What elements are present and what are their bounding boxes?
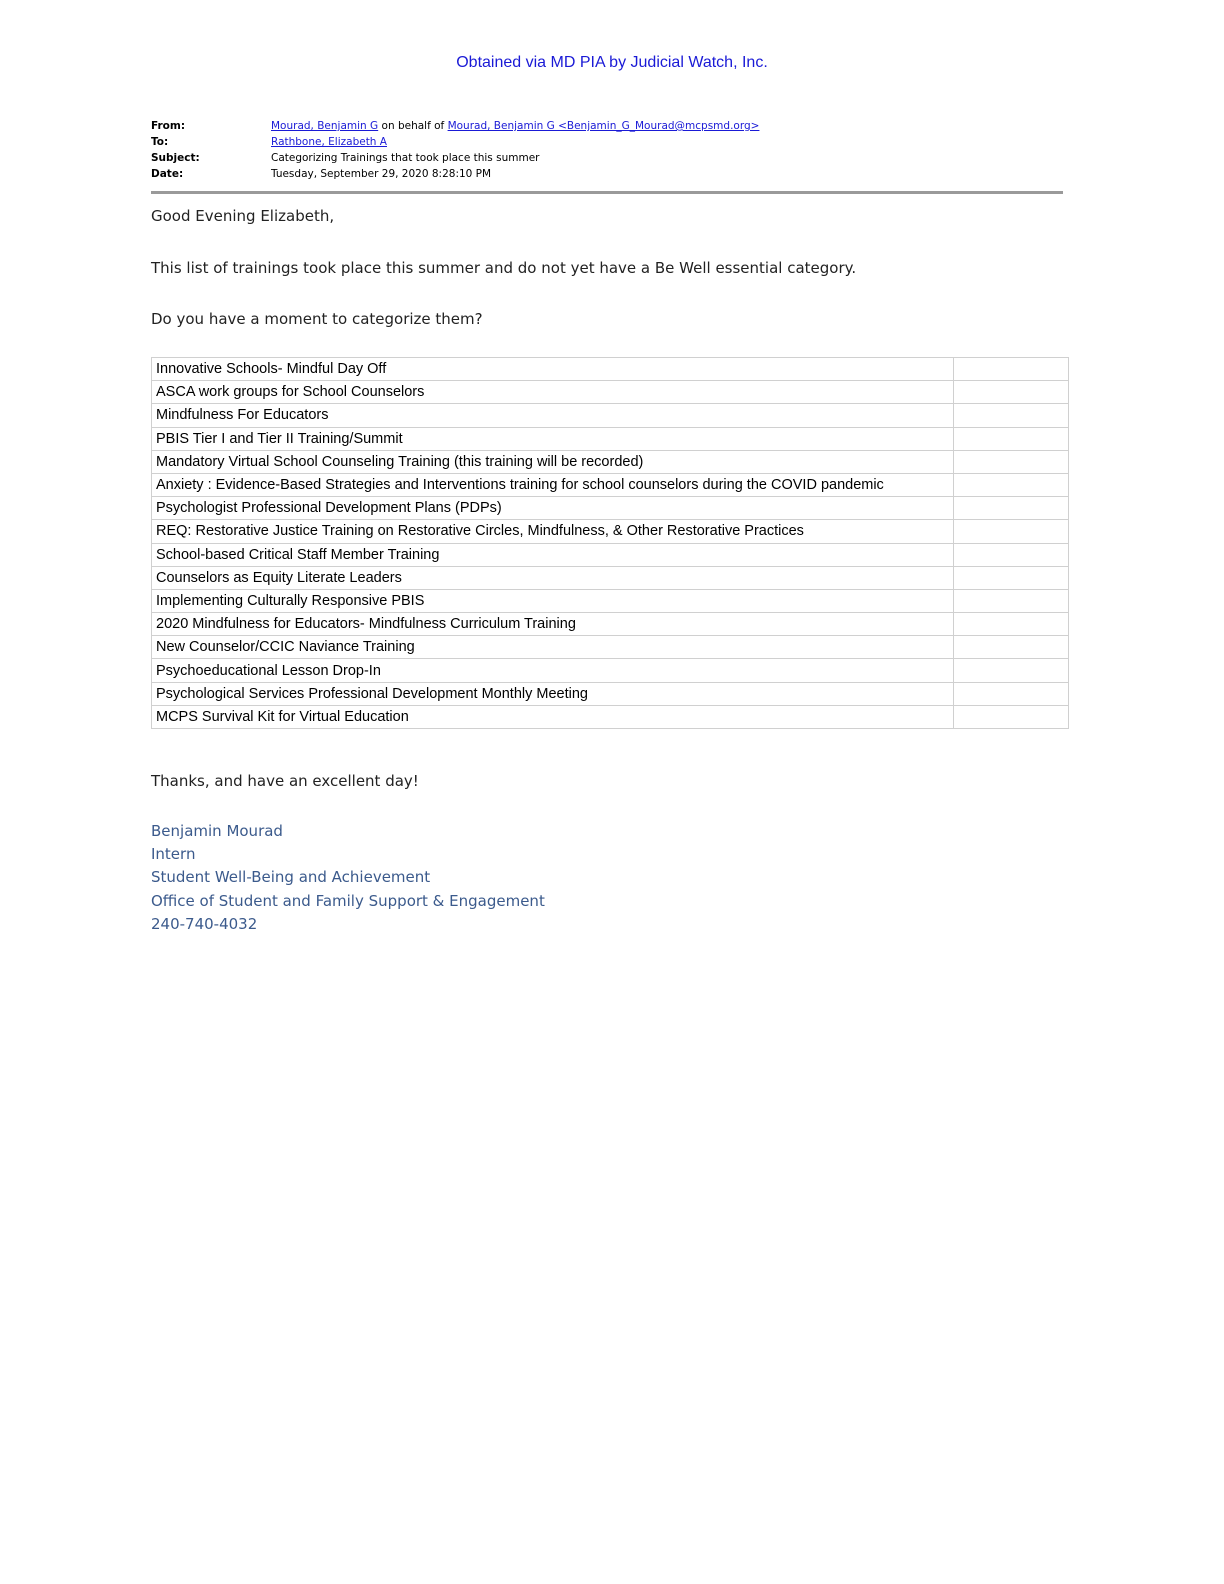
subject-value: Categorizing Trainings that took place this summer <box>271 152 540 164</box>
table-row <box>152 404 1069 427</box>
category-cell <box>954 566 1069 589</box>
category-cell <box>954 589 1069 612</box>
to-row <box>151 134 1063 150</box>
question-paragraph: Do you have a moment to categorize them? <box>151 310 483 328</box>
training-name-cell: Mindfulness For Educators <box>152 404 954 427</box>
from-value <box>271 118 759 134</box>
signature-title: Intern <box>151 845 196 864</box>
category-cell <box>954 705 1069 728</box>
category-cell <box>954 450 1069 473</box>
table-row <box>152 705 1069 728</box>
date-label: Date: <box>151 168 184 180</box>
training-name-cell: Innovative Schools- Mindful Day Off <box>152 358 954 381</box>
category-cell <box>954 520 1069 543</box>
greeting-text: Good Evening Elizabeth, <box>151 207 335 225</box>
training-name-cell: REQ: Restorative Justice Training on Restorative Circles, Mindfulness, & Other Restorative Practices <box>152 520 954 543</box>
table-row <box>152 450 1069 473</box>
subject-row <box>151 150 1063 166</box>
trainings-table <box>151 357 1069 729</box>
signature-office: Office of Student and Family Support & Engagement <box>151 891 545 910</box>
category-cell <box>954 543 1069 566</box>
training-name-cell: PBIS Tier I and Tier II Training/Summit <box>152 427 954 450</box>
training-name-cell: Psychologist Professional Development Plans (PDPs) <box>152 497 954 520</box>
signature-dept: Student Well-Being and Achievement <box>151 868 431 887</box>
closing-text: Thanks, and have an excellent day! <box>151 772 419 790</box>
table-row <box>152 543 1069 566</box>
category-cell <box>954 404 1069 427</box>
category-cell <box>954 636 1069 659</box>
training-name-cell: School-based Critical Staff Member Training <box>152 543 954 566</box>
signature-phone: 240-740-4032 <box>151 914 258 933</box>
training-name-cell: Counselors as Equity Literate Leaders <box>152 566 954 589</box>
table-row <box>152 497 1069 520</box>
training-name-cell: Anxiety : Evidence-Based Strategies and Interventions training for school counselors during the COVID pandemic <box>152 473 954 496</box>
table-row <box>152 427 1069 450</box>
category-cell <box>954 381 1069 404</box>
signature-name: Benjamin Mourad <box>151 822 283 840</box>
category-cell <box>954 473 1069 496</box>
table-row <box>152 566 1069 589</box>
training-name-cell: 2020 Mindfulness for Educators- Mindfulness Curriculum Training <box>152 613 954 636</box>
category-cell <box>954 659 1069 682</box>
from-mid-text: on behalf of <box>378 120 448 132</box>
intro-paragraph: This list of trainings took place this summer and do not yet have a Be Well essential category. <box>151 259 857 277</box>
watermark-text: Obtained via MD PIA by Judicial Watch, Inc. <box>456 54 768 71</box>
training-name-cell: Psychoeducational Lesson Drop-In <box>152 659 954 682</box>
category-cell <box>954 613 1069 636</box>
category-cell <box>954 427 1069 450</box>
category-cell <box>954 682 1069 705</box>
from-row <box>151 118 1063 134</box>
training-name-cell: MCPS Survival Kit for Virtual Education <box>152 705 954 728</box>
table-row <box>152 589 1069 612</box>
category-cell <box>954 497 1069 520</box>
training-name-cell: New Counselor/CCIC Naviance Training <box>152 636 954 659</box>
header-divider <box>151 191 1063 194</box>
date-row <box>151 166 1063 182</box>
table-row <box>152 613 1069 636</box>
table-row <box>152 473 1069 496</box>
email-header <box>151 118 1063 182</box>
table-row <box>152 358 1069 381</box>
category-cell <box>954 358 1069 381</box>
signature-block <box>151 820 545 936</box>
table-row <box>152 659 1069 682</box>
table-row <box>152 682 1069 705</box>
from-sender-link[interactable]: Mourad, Benjamin G <box>271 120 379 132</box>
table-row <box>152 520 1069 543</box>
to-recipient-link[interactable]: Rathbone, Elizabeth A <box>271 136 387 148</box>
to-label: To: <box>151 136 169 148</box>
date-value: Tuesday, September 29, 2020 8:28:10 PM <box>271 168 492 180</box>
table-row <box>152 381 1069 404</box>
training-name-cell: ASCA work groups for School Counselors <box>152 381 954 404</box>
training-name-cell: Psychological Services Professional Development Monthly Meeting <box>152 682 954 705</box>
from-label: From: <box>151 120 186 132</box>
subject-label: Subject: <box>151 152 200 164</box>
training-name-cell: Implementing Culturally Responsive PBIS <box>152 589 954 612</box>
training-name-cell: Mandatory Virtual School Counseling Training (this training will be recorded) <box>152 450 954 473</box>
table-row <box>152 636 1069 659</box>
from-address-link[interactable]: Mourad, Benjamin G <Benjamin_G_Mourad@mcpsmd.org> <box>447 120 760 132</box>
